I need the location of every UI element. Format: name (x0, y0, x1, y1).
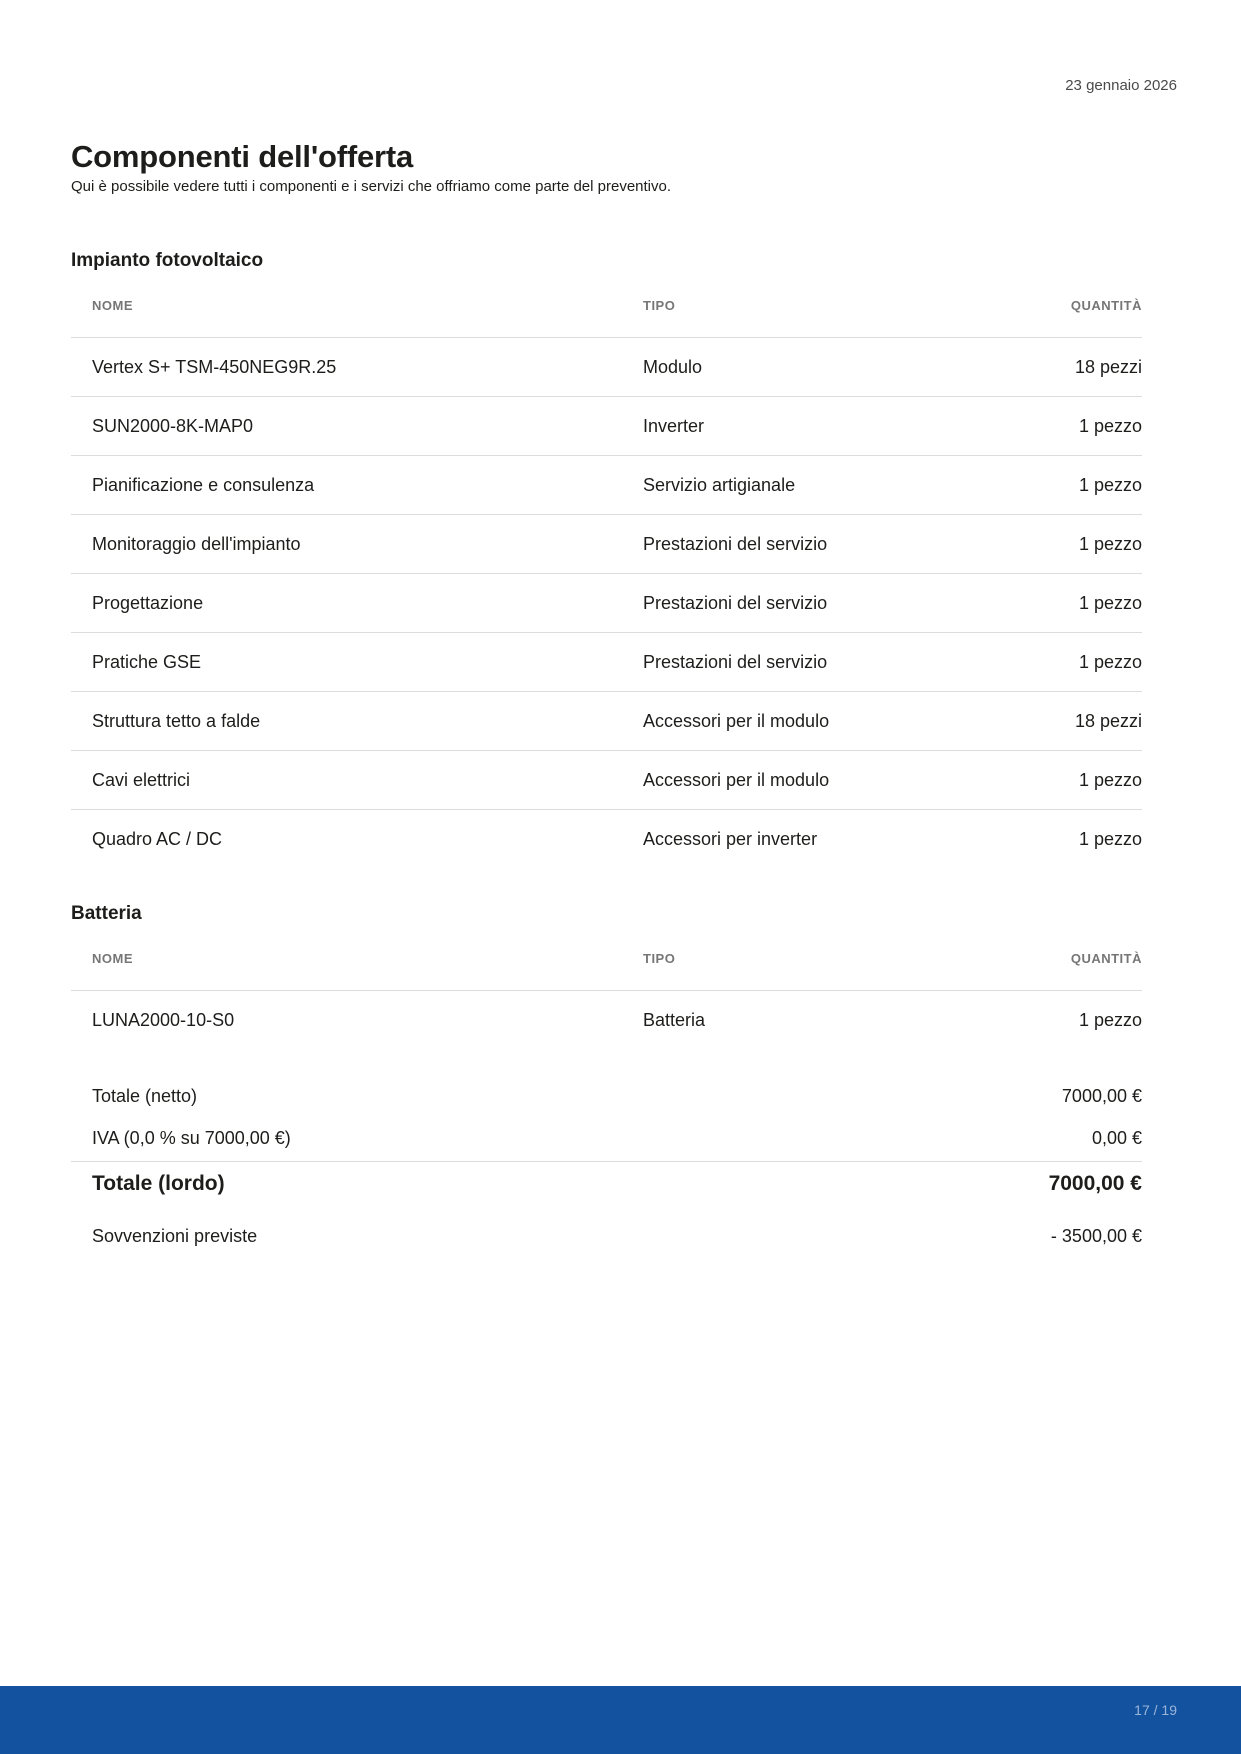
net-total-label: Totale (netto) (92, 1086, 198, 1106)
row-type: Prestazioni del servizio (643, 651, 828, 672)
page-subtitle: Qui è possibile vedere tutti i componenti e i servizi che offriamo come parte del preventivo. (71, 178, 672, 195)
vat-value: 0,00 € (1091, 1128, 1142, 1148)
page-content (71, 138, 1142, 1247)
section-title-batteria: Batteria (71, 903, 142, 924)
table-row (71, 691, 1142, 750)
row-name: Vertex S+ TSM-450NEG9R.25 (92, 356, 337, 377)
row-quantity: 1 pezzo (1078, 651, 1142, 672)
row-name: Cavi elettrici (92, 769, 191, 790)
table-row (71, 991, 1142, 1049)
table-row (71, 632, 1142, 691)
table-header-row (71, 952, 1142, 990)
row-quantity: 1 pezzo (1078, 415, 1142, 436)
row-name: Monitoraggio dell'impianto (92, 533, 301, 554)
footer-bar (0, 1686, 1241, 1754)
row-type: Modulo (643, 356, 703, 377)
gross-total-row (71, 1162, 1142, 1197)
row-quantity: 1 pezzo (1078, 1009, 1142, 1030)
table-row (71, 750, 1142, 809)
column-header-tipo: TIPO (643, 298, 676, 313)
row-quantity: 1 pezzo (1078, 533, 1142, 554)
row-type: Accessori per inverter (643, 828, 818, 849)
document-date: 23 gennaio 2026 (1065, 77, 1177, 94)
table-row (71, 514, 1142, 573)
subsidy-value: - 3500,00 € (1050, 1226, 1142, 1246)
row-name: LUNA2000-10-S0 (92, 1009, 235, 1030)
row-quantity: 1 pezzo (1078, 474, 1142, 495)
row-quantity: 18 pezzi (1074, 356, 1142, 377)
table-row (71, 809, 1142, 868)
row-type: Servizio artigianale (643, 474, 796, 495)
row-quantity: 1 pezzo (1078, 592, 1142, 613)
subsidy-label: Sovvenzioni previste (92, 1226, 258, 1246)
page-indicator: 17 / 19 (1134, 1702, 1177, 1718)
vat-row (71, 1127, 1142, 1149)
column-header-tipo: TIPO (643, 951, 676, 966)
table-body (71, 337, 1142, 868)
row-type: Accessori per il modulo (643, 710, 830, 731)
table-row (71, 338, 1142, 396)
row-type: Accessori per il modulo (643, 769, 830, 790)
row-name: SUN2000-8K-MAP0 (92, 415, 254, 436)
table-row (71, 573, 1142, 632)
table-header-row (71, 299, 1142, 337)
gross-total-value: 7000,00 € (1048, 1172, 1142, 1195)
totals-section (71, 1085, 1142, 1247)
page-title: Componenti dell'offerta (71, 139, 414, 174)
column-header-nome: NOME (92, 951, 133, 966)
vat-label: IVA (0,0 % su 7000,00 €) (92, 1128, 291, 1148)
column-header-quantita: QUANTITÀ (1070, 951, 1142, 966)
table-row (71, 396, 1142, 455)
row-quantity: 18 pezzi (1074, 710, 1142, 731)
section-title-impianto-fotovoltaico: Impianto fotovoltaico (71, 250, 264, 271)
subsidy-row (71, 1225, 1142, 1247)
row-name: Quadro AC / DC (92, 828, 223, 849)
column-header-nome: NOME (92, 298, 133, 313)
table-impianto-fotovoltaico (71, 299, 1142, 868)
row-name: Pianificazione e consulenza (92, 474, 315, 495)
table-body (71, 990, 1142, 1049)
row-quantity: 1 pezzo (1078, 769, 1142, 790)
table-row (71, 455, 1142, 514)
row-name: Pratiche GSE (92, 651, 202, 672)
row-name: Progettazione (92, 592, 204, 613)
gross-total-label: Totale (lordo) (92, 1172, 225, 1195)
row-quantity: 1 pezzo (1078, 828, 1142, 849)
row-type: Batteria (643, 1009, 706, 1030)
net-total-row (71, 1085, 1142, 1107)
row-name: Struttura tetto a falde (92, 710, 261, 731)
net-total-value: 7000,00 € (1061, 1086, 1142, 1106)
row-type: Prestazioni del servizio (643, 592, 828, 613)
table-batteria (71, 952, 1142, 1049)
row-type: Inverter (643, 415, 705, 436)
row-type: Prestazioni del servizio (643, 533, 828, 554)
column-header-quantita: QUANTITÀ (1070, 298, 1142, 313)
